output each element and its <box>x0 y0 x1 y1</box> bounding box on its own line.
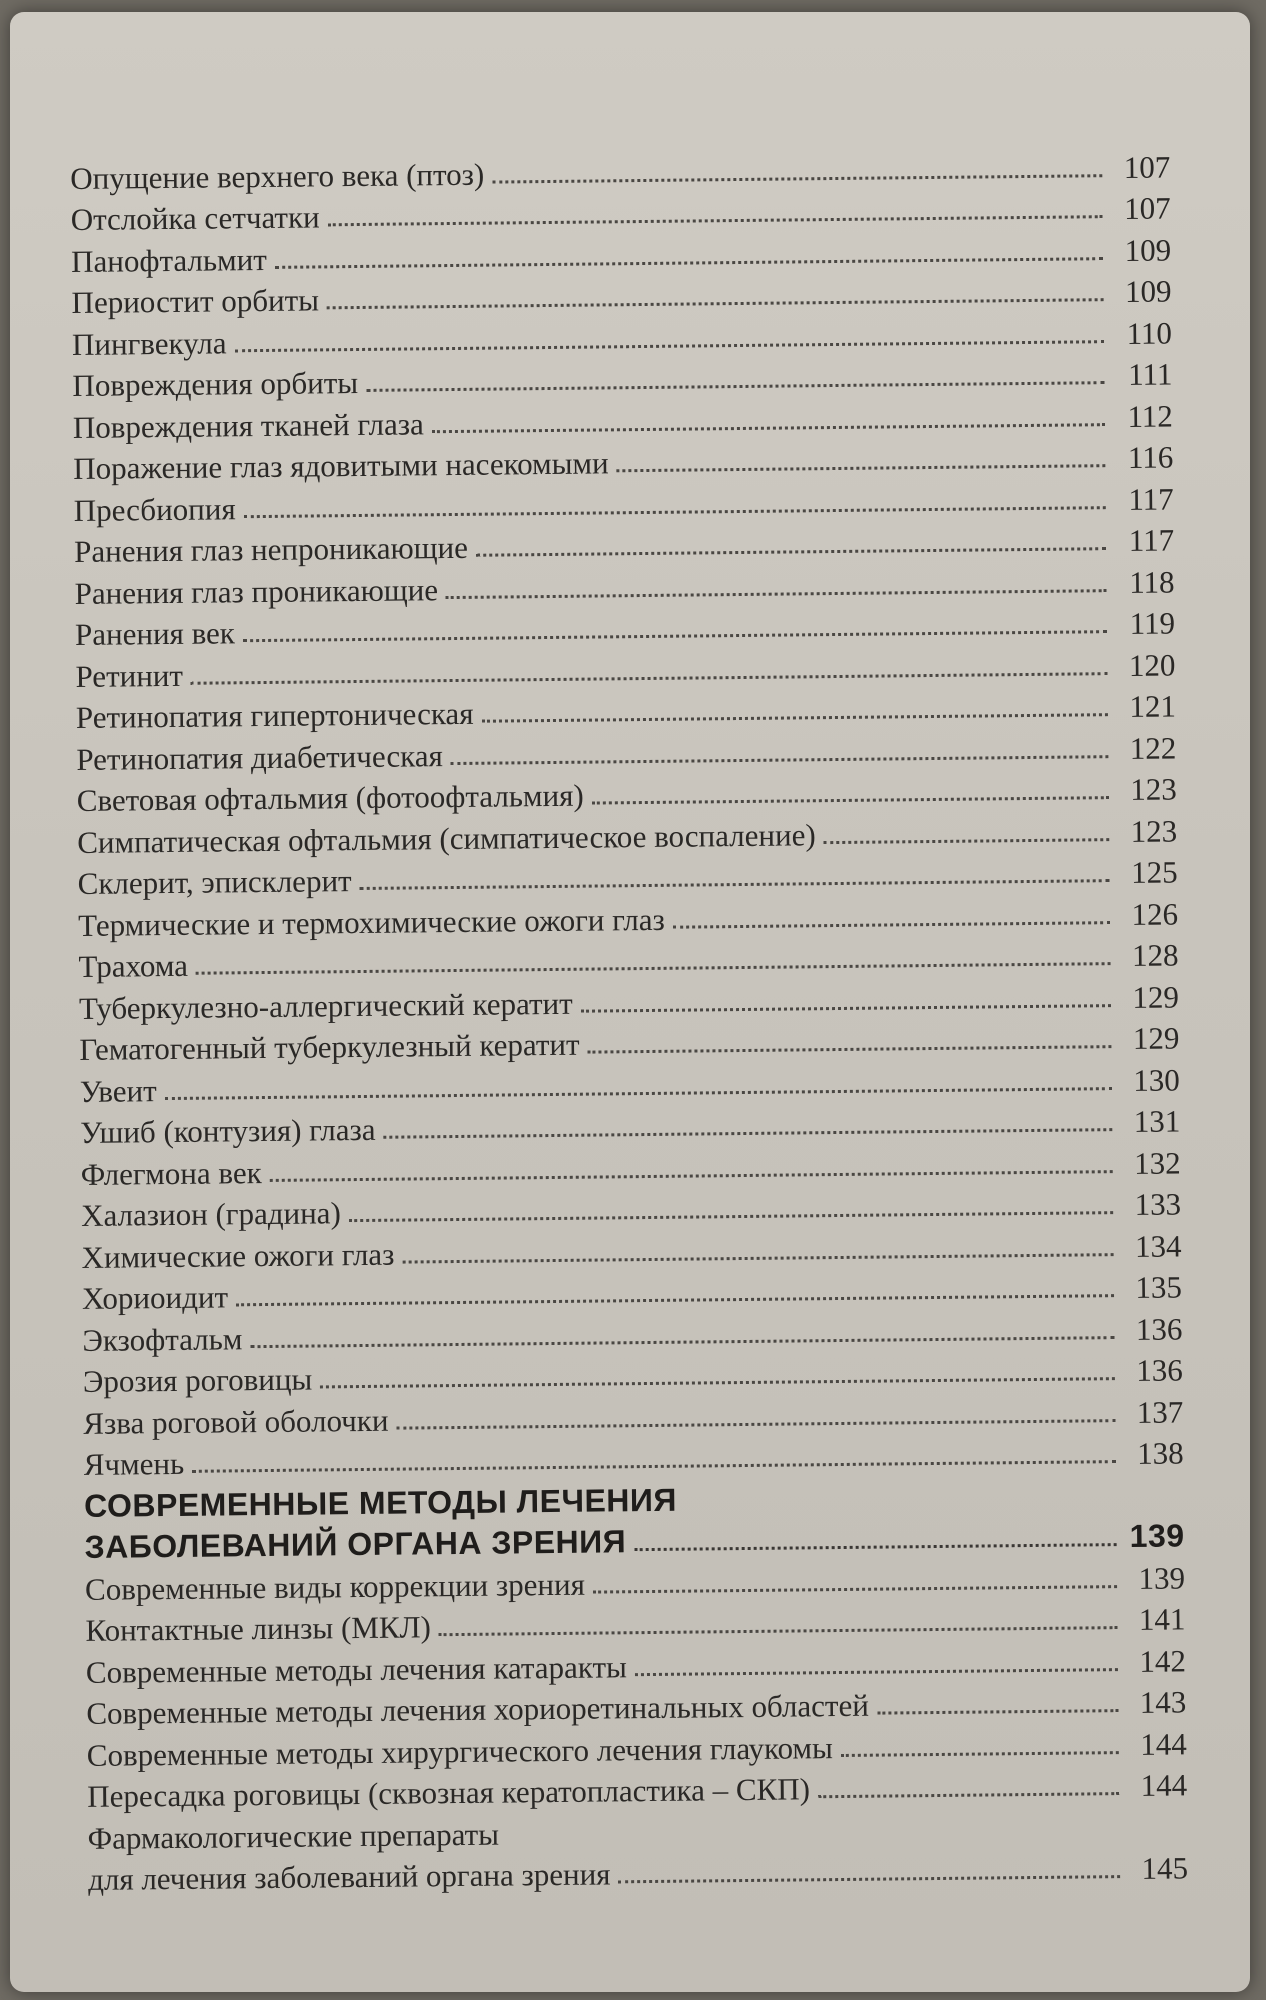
leader-dots <box>588 1045 1112 1053</box>
toc-entry-page: 136 <box>1136 1352 1183 1388</box>
toc-entry-page: 143 <box>1139 1684 1187 1720</box>
toc-entry-page: 122 <box>1129 729 1177 766</box>
leader-dots <box>402 1253 1113 1263</box>
toc-entry-title: Современные методы хирургического лечения глаукомы <box>86 1729 834 1773</box>
leader-dots <box>818 1792 1119 1798</box>
toc-entry-title: Современные виды коррекции зрения <box>84 1566 586 1607</box>
toc-entry-title: Пингвекула <box>71 324 227 362</box>
section-heading-text-1: СОВРЕМЕННЫЕ МЕТОДЫ ЛЕЧЕНИЯ <box>83 1481 678 1524</box>
toc-entry-title: Ранения век <box>74 615 236 652</box>
toc-entry-page: 139 <box>1138 1559 1186 1596</box>
leader-dots <box>482 713 1108 723</box>
toc-entry-title: Ретинопатия диабетическая <box>76 737 443 777</box>
toc-entry-title: Язва роговой оболочки <box>83 1402 389 1441</box>
last-entry-text-1: Фармакологические препараты <box>87 1816 500 1856</box>
toc-entry-page: 117 <box>1128 522 1175 558</box>
toc-entry-title: Современные методы лечения хориоретинальных областей <box>86 1687 870 1731</box>
leader-dots <box>635 1668 1118 1676</box>
leader-dots <box>384 1128 1113 1139</box>
toc-entry-title: Гематогенный туберкулезный кератит <box>79 1026 580 1067</box>
last-entry-page: 145 <box>1141 1850 1189 1886</box>
toc-entry-page: 129 <box>1132 1020 1180 1056</box>
toc-entry-title: Термические и термохимические ожоги глаз <box>77 901 665 943</box>
toc-entry-title: Поражение глаз ядовитыми насекомыми <box>73 445 609 486</box>
toc-entry-title: Экзофтальм <box>82 1320 243 1358</box>
toc-entry-page: 126 <box>1131 895 1179 932</box>
toc-entry-title: Туберкулезно-аллергический кератит <box>78 985 573 1026</box>
leader-dots <box>841 1751 1119 1757</box>
toc-entry-page: 111 <box>1128 356 1173 392</box>
toc-entry-page: 134 <box>1134 1227 1182 1264</box>
leader-dots <box>451 755 1109 765</box>
leader-dots <box>619 1875 1121 1883</box>
section-entries <box>85 1551 1188 1812</box>
toc-entry-page: 128 <box>1131 937 1179 973</box>
toc-entry-title: Панофтальмит <box>70 241 267 279</box>
toc-entry-title: Отслойка сетчатки <box>70 199 320 237</box>
toc-entry-page: 142 <box>1139 1642 1187 1679</box>
toc-entry-title: Эрозия роговицы <box>82 1361 313 1399</box>
toc-entry-title: Контактные линзы (МКЛ) <box>85 1609 432 1648</box>
toc-entry-title: Симпатическая офтальмия (симпатическое воспаление) <box>77 816 816 860</box>
toc-entry-page: 107 <box>1123 190 1171 226</box>
toc-entry-page: 138 <box>1137 1435 1184 1471</box>
toc-entry-page: 123 <box>1130 812 1178 849</box>
toc-entry-title: Ретинопатия гипертоническая <box>75 695 474 735</box>
toc-entry-title: Хориоидит <box>81 1279 229 1316</box>
leader-dots <box>581 1004 1111 1013</box>
toc-entry-title: Увеит <box>79 1072 157 1109</box>
toc-entry-page: 135 <box>1135 1269 1183 1305</box>
toc-entry-title: Повреждения тканей глаза <box>72 405 424 445</box>
toc-entry-page: 133 <box>1134 1186 1182 1222</box>
toc-entry-title: Ретинит <box>75 657 184 694</box>
last-entry-text-2: для лечения заболеваний органа зрения <box>87 1856 611 1897</box>
toc-entry-page: 125 <box>1130 854 1178 890</box>
toc-entry-title: Пресбиопия <box>73 490 236 528</box>
toc-entry-page: 116 <box>1127 439 1174 475</box>
toc-entry-title: Повреждения орбиты <box>72 364 359 403</box>
toc-entry-page: 137 <box>1136 1393 1184 1430</box>
leader-dots <box>634 1543 1116 1551</box>
toc-entry-page: 121 <box>1129 688 1177 724</box>
leader-dots <box>439 1626 1118 1636</box>
leader-dots <box>446 589 1107 599</box>
leader-dots <box>397 1419 1116 1430</box>
toc-entry-page: 144 <box>1140 1725 1187 1762</box>
toc-entry-page: 117 <box>1128 480 1174 517</box>
toc-entry-page: 131 <box>1133 1103 1181 1139</box>
toc-entry-page: 110 <box>1126 314 1173 351</box>
toc-entry-page: 107 <box>1123 148 1171 185</box>
toc-entry-page: 144 <box>1140 1767 1188 1803</box>
leader-dots <box>592 796 1109 804</box>
leader-dots <box>476 547 1106 557</box>
toc-entry-title: Ранения глаз проникающие <box>74 571 439 611</box>
section-heading-page: 139 <box>1129 1517 1185 1554</box>
toc-entry-page: 109 <box>1124 273 1172 309</box>
toc-entry-page: 141 <box>1138 1601 1186 1637</box>
toc-entry-title: Ячмень <box>83 1445 185 1482</box>
leader-dots <box>673 921 1110 929</box>
leader-dots <box>432 423 1105 433</box>
toc-entries <box>70 140 1184 1482</box>
leader-dots <box>824 838 1110 844</box>
toc-entry-title: Флегмона век <box>80 1154 262 1192</box>
toc-entry-page: 118 <box>1129 563 1175 600</box>
table-of-contents <box>70 140 1189 1897</box>
leader-dots <box>366 381 1104 392</box>
toc-entry-page: 109 <box>1124 231 1172 268</box>
book-page <box>10 12 1250 1992</box>
toc-entry-title: Ранения глаз непроникающие <box>74 529 469 569</box>
toc-entry-title: Халазион (градина) <box>80 1195 341 1233</box>
toc-entry-page: 123 <box>1130 771 1177 807</box>
toc-entry-title: Трахома <box>78 947 189 984</box>
toc-entry-page: 112 <box>1127 397 1174 434</box>
toc-entry-page: 120 <box>1128 646 1176 683</box>
toc-entry-title: Химические ожоги глаз <box>81 1236 395 1275</box>
leader-dots <box>617 464 1106 472</box>
toc-entry-title: Пересадка роговицы (сквозная кератопластика – СКП) <box>87 1771 811 1814</box>
toc-entry-page: 136 <box>1135 1310 1183 1347</box>
toc-entry-title: Современные методы лечения катаракты <box>85 1648 628 1690</box>
toc-entry-title: Опущение верхнего века (птоз) <box>70 156 485 196</box>
toc-entry-page: 130 <box>1133 1061 1180 1098</box>
toc-entry-title: Склерит, эписклерит <box>77 863 352 901</box>
toc-entry-page: 129 <box>1132 978 1180 1015</box>
leader-dots <box>877 1709 1118 1715</box>
toc-entry-title: Световая офтальмия (фотоофтальмия) <box>76 777 584 818</box>
leader-dots <box>593 1585 1117 1593</box>
leader-dots <box>492 174 1102 183</box>
toc-entry-page: 132 <box>1133 1144 1181 1181</box>
toc-entry-page: 119 <box>1129 605 1176 641</box>
section-heading-text-2: ЗАБОЛЕВАНИЙ ОРГАНА ЗРЕНИЯ <box>84 1523 627 1565</box>
toc-entry-title: Периостит орбиты <box>71 282 320 320</box>
toc-entry-title: Ушиб (контузия) глаза <box>80 1111 376 1150</box>
